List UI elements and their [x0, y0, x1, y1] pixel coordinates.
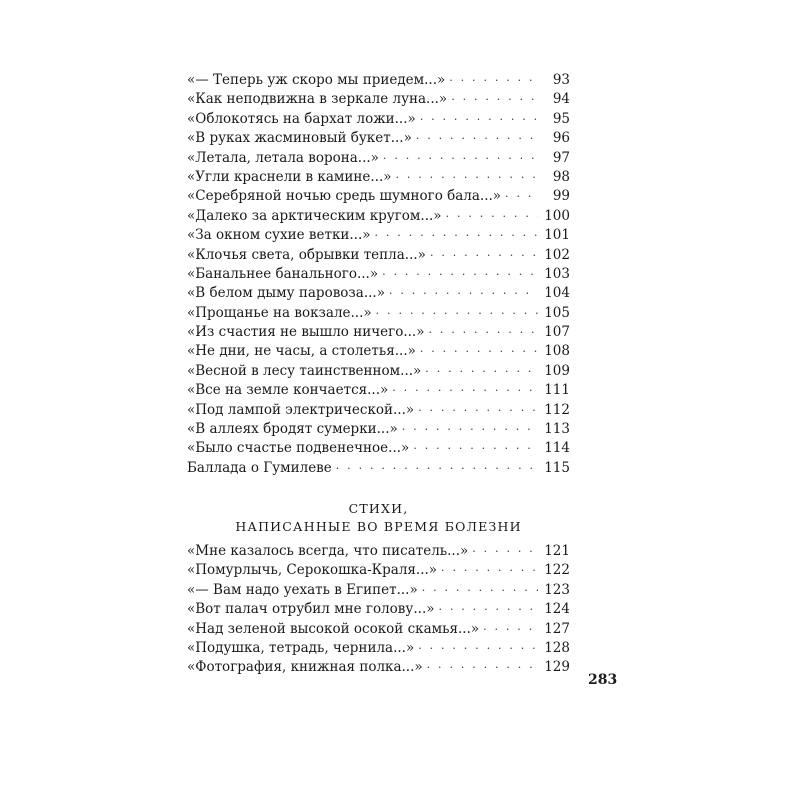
dot-leader	[382, 262, 538, 281]
toc-entry-title: «Вот палач отрубил мне голову...»	[187, 601, 435, 618]
toc-entry-title: «Серебряной ночью средь шумного бала...»	[187, 188, 502, 205]
toc-entry-title: «В руках жасминовый букет...»	[187, 130, 412, 147]
toc-entry-page: 94	[552, 91, 570, 108]
dot-leader	[441, 558, 538, 577]
dot-leader	[376, 301, 538, 320]
toc-entry-title: «Угли краснели в камине...»	[187, 168, 392, 185]
toc-entry-page: 109	[544, 362, 570, 379]
dot-leader	[483, 617, 538, 636]
toc-entry-page: 129	[544, 659, 570, 676]
toc-entry-title: «Летала, летала ворона...»	[187, 149, 379, 166]
toc-entry-title: «Мне казалось всегда, что писатель...»	[187, 543, 469, 559]
dot-leader	[392, 378, 538, 397]
dot-leader	[402, 417, 538, 436]
toc-entry-page: 102	[544, 246, 570, 263]
toc-entry-page: 96	[552, 130, 570, 147]
page-number: 283	[588, 672, 618, 688]
dot-leader	[416, 126, 538, 145]
toc-entry-page: 121	[544, 543, 570, 559]
toc-entry-title: «Весной в лесу таинственном...»	[187, 362, 422, 379]
toc-entry-title: «Подушка, тетрадь, чернила...»	[187, 639, 415, 656]
dot-leader	[413, 436, 538, 455]
toc-entry-title: «За окном сухие ветки...»	[187, 227, 371, 244]
toc-entry-title: «В аллеях бродят сумерки...»	[187, 421, 398, 438]
toc-entry-page: 113	[544, 421, 570, 438]
toc-entry-page: 107	[544, 324, 570, 341]
dot-leader	[505, 184, 538, 203]
dot-leader	[427, 655, 538, 674]
section-heading-line1: СТИХИ,	[348, 501, 409, 516]
toc-entry-title: «Не дни, не часы, а столетья...»	[187, 343, 416, 360]
toc-entry-title: «Прощанье на вокзале...»	[187, 304, 372, 321]
section-heading	[187, 500, 570, 536]
toc-entry-page: 111	[544, 382, 570, 399]
toc-entry-title: «Помурлычь, Серокошка-Краля...»	[187, 562, 438, 579]
dot-leader	[446, 204, 538, 223]
toc-entry-page: 97	[552, 149, 570, 166]
toc-entry-title: «— Вам надо уехать в Египет...»	[187, 581, 418, 598]
dot-leader	[389, 281, 538, 300]
toc-entry-page: 95	[552, 110, 570, 127]
toc-entry-page: 103	[544, 265, 570, 282]
dot-leader	[430, 243, 538, 262]
dot-leader	[425, 359, 538, 378]
toc-entry-title: «Фотография, книжная полка...»	[187, 659, 423, 676]
toc-entry-page: 105	[544, 304, 570, 321]
dot-leader	[449, 68, 538, 87]
dot-leader	[396, 165, 539, 184]
toc-entry-title: «Из счастия не вышло ничего...»	[187, 324, 425, 341]
dot-leader	[439, 597, 539, 616]
dot-leader	[420, 107, 538, 126]
dot-leader	[472, 539, 538, 558]
dot-leader	[418, 398, 538, 417]
toc-entry-page: 127	[544, 620, 570, 637]
toc-entry-title: «Было счастье подвенечное...»	[187, 440, 410, 457]
toc-entry-page: 98	[552, 168, 570, 185]
toc-entry-title: «В белом дыму паровоза...»	[187, 285, 385, 302]
toc-entry-page: 112	[544, 401, 570, 418]
toc-entry-page: 99	[552, 188, 570, 205]
toc-entry-title: «Банальнее банального...»	[187, 265, 379, 282]
dot-leader	[418, 636, 538, 655]
toc-entry-title: «Клочья света, обрывки тепла...»	[187, 246, 426, 263]
toc-entry-page: 108	[544, 343, 570, 360]
toc-entry	[187, 459, 570, 478]
toc-list-bottom	[187, 542, 570, 678]
toc-entry-page: 101	[544, 227, 570, 244]
section-heading-line2: НАПИСАННЫЕ ВО ВРЕМЯ БОЛЕЗНИ	[235, 519, 522, 534]
toc-entry-title: «Далеко за арктическим кругом...»	[187, 207, 442, 224]
toc-entry-page: 104	[544, 285, 570, 302]
toc-entry-page: 122	[544, 562, 570, 579]
dot-leader	[383, 146, 538, 165]
toc-entry-page: 124	[544, 601, 570, 618]
dot-leader	[336, 456, 538, 475]
toc-entry-page: 123	[544, 581, 570, 598]
toc-entry-title: «Под лампой электрической...»	[187, 401, 415, 418]
toc-entry-title: Баллада о Гумилеве	[187, 459, 332, 476]
dot-leader	[375, 223, 538, 242]
dot-leader	[428, 320, 538, 339]
toc-entry-page: 114	[544, 440, 570, 457]
toc-entry-page: 93	[552, 72, 570, 88]
toc-entry-page: 115	[544, 459, 570, 476]
toc-entry-page: 100	[544, 207, 570, 224]
toc-entry-title: «— Теперь уж скоро мы приедем...»	[187, 72, 446, 88]
toc-entry-title: «Над зеленой высокой осокой скамья...»	[187, 620, 480, 637]
dot-leader	[420, 339, 538, 358]
toc-entry-title: «Облокотясь на бархат ложи...»	[187, 110, 416, 127]
dot-leader	[422, 578, 538, 597]
dot-leader	[451, 87, 538, 106]
toc-entry	[187, 658, 570, 677]
toc-list-top	[187, 71, 570, 478]
toc-entry-title: «Как неподвижна в зеркале луна...»	[187, 91, 448, 108]
toc-entry-title: «Все на земле кончается...»	[187, 382, 389, 399]
toc-entry-page: 128	[544, 639, 570, 656]
